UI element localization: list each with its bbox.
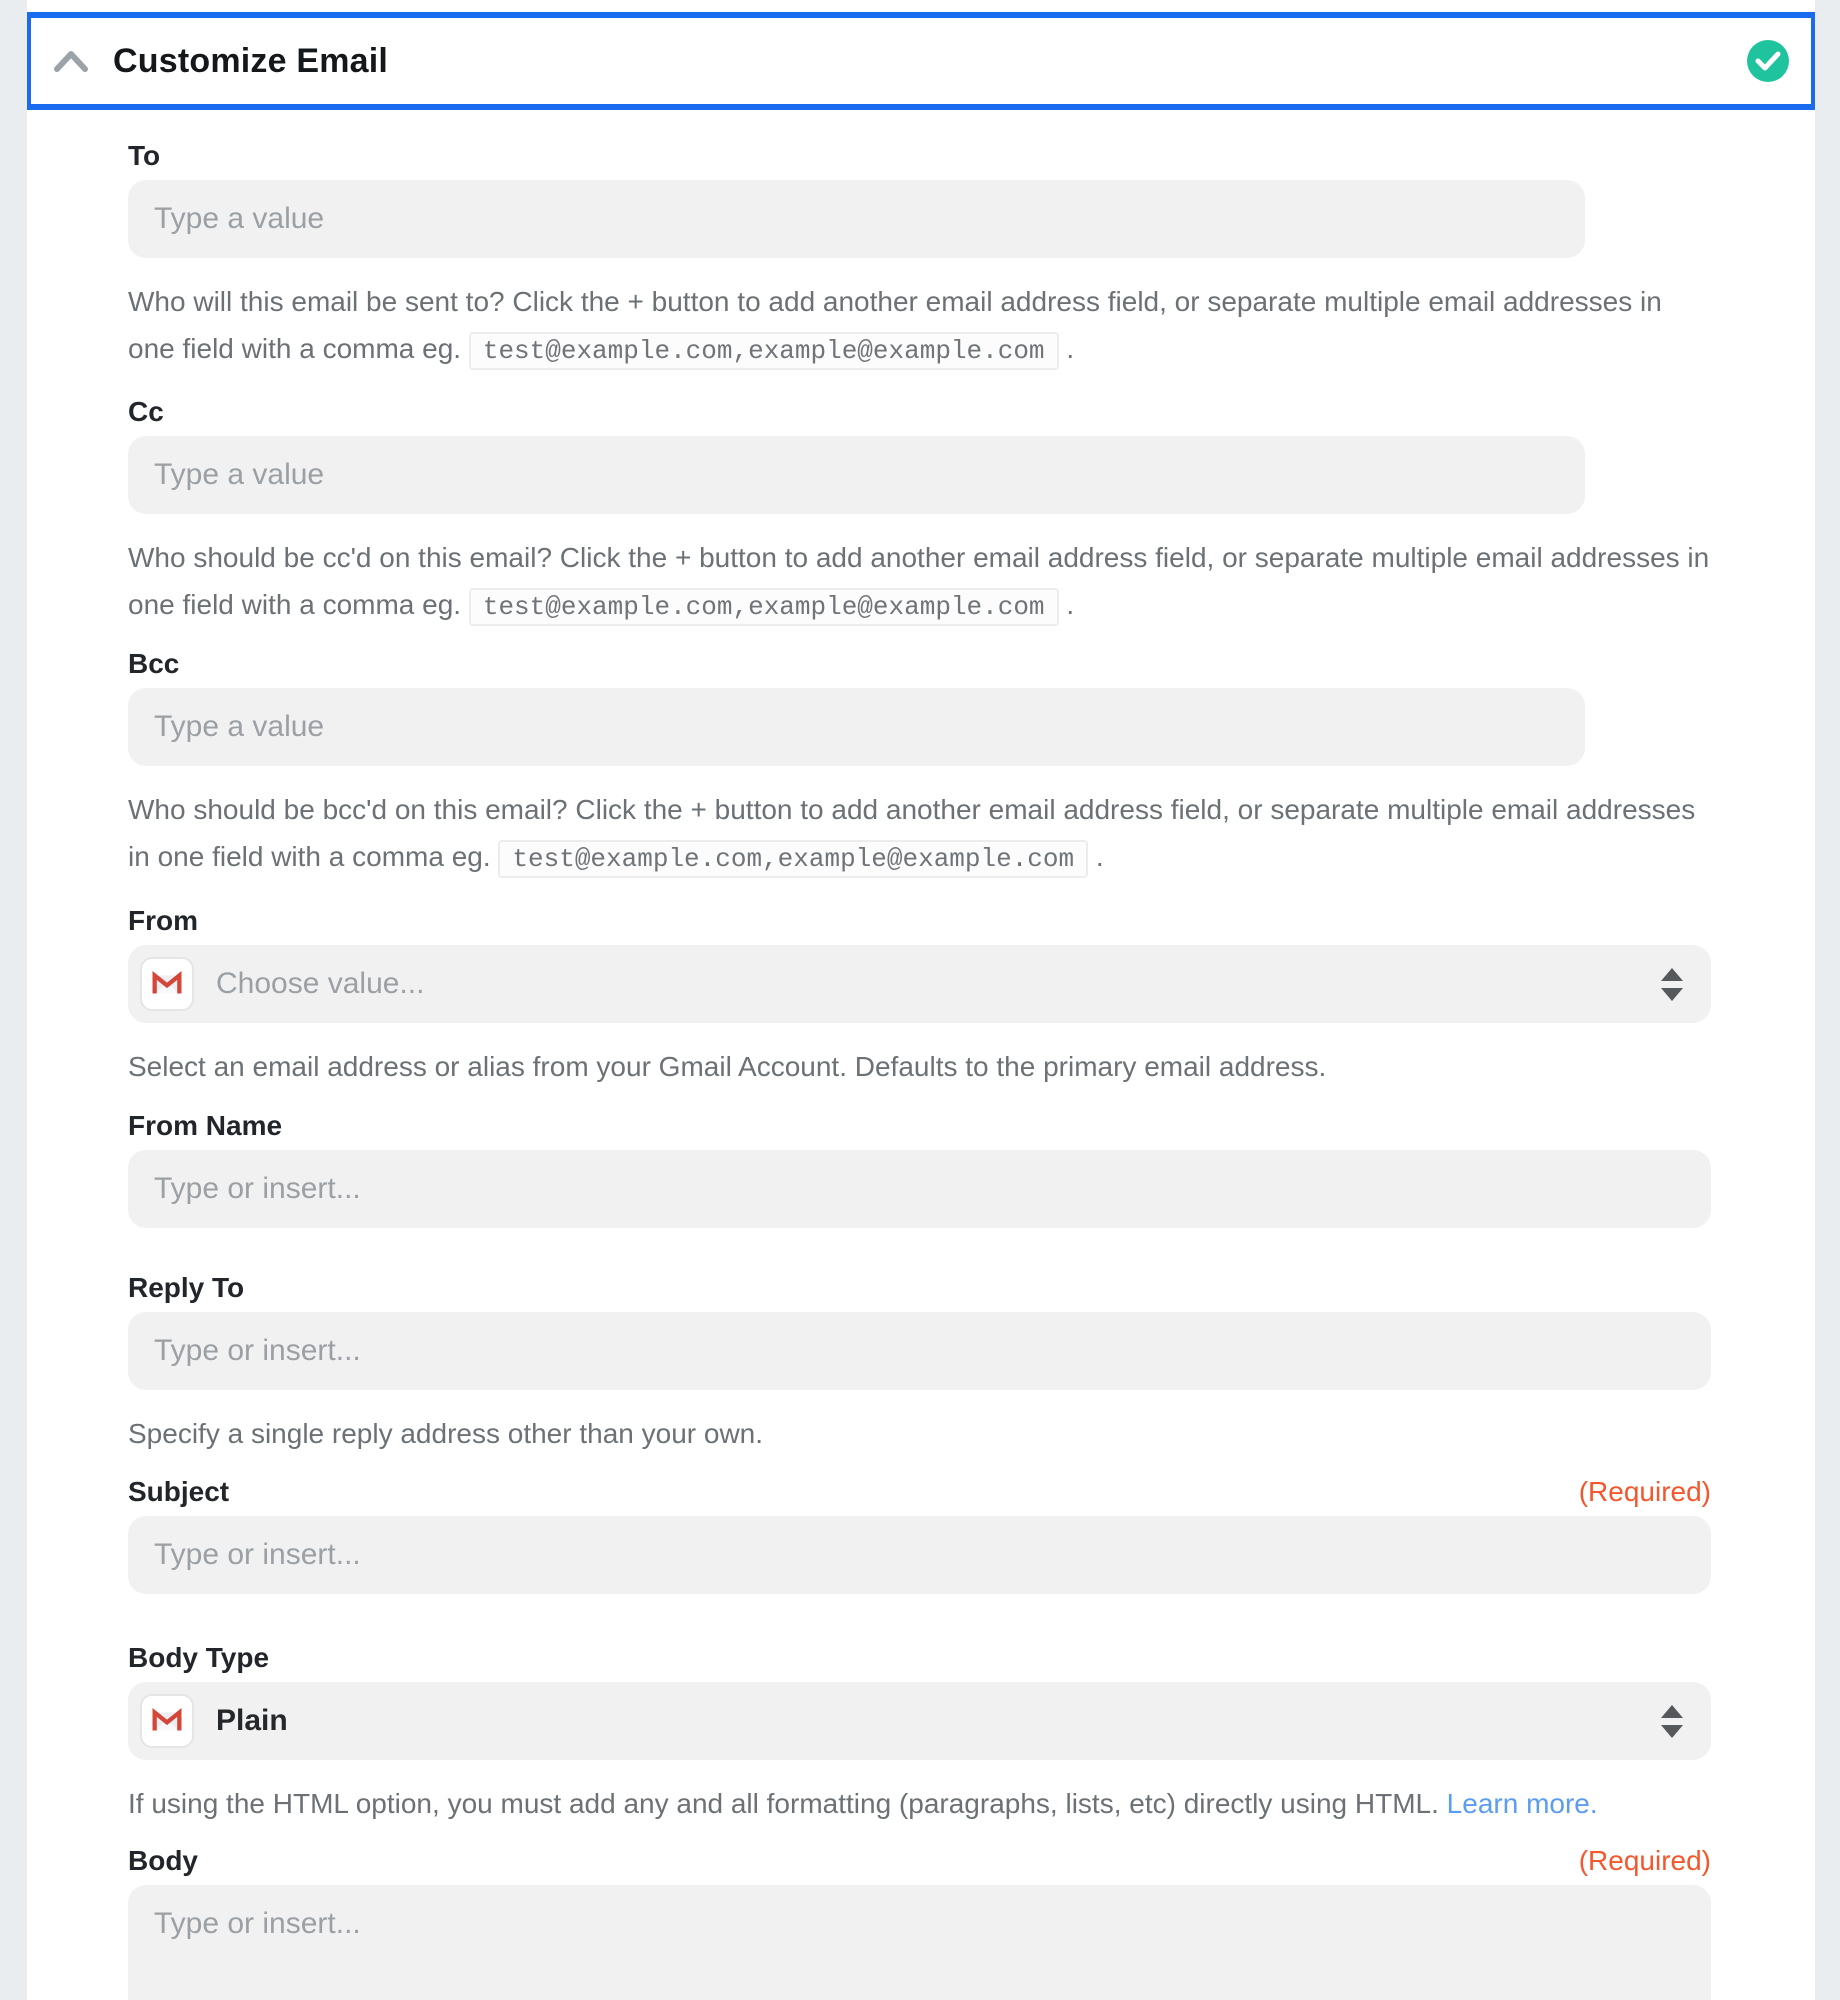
bcc-help: [128, 786, 1711, 883]
from-select-placeholder: Choose value...: [216, 967, 425, 1000]
body-type-value: Plain: [216, 1704, 288, 1737]
field-reply-to: [128, 1272, 1711, 1457]
from-label: From: [128, 905, 198, 936]
bcc-label: Bcc: [128, 648, 180, 679]
check-circle-icon: [1747, 40, 1789, 82]
section-header-customize-email[interactable]: [27, 12, 1815, 110]
to-help-after: .: [1066, 333, 1075, 364]
bcc-help-after: .: [1095, 841, 1104, 872]
field-bcc: [128, 648, 1711, 883]
from-name-label: From Name: [128, 1110, 283, 1141]
sort-arrows-icon: [1661, 1705, 1683, 1738]
body-type-label: Body Type: [128, 1642, 270, 1673]
page-title: Customize Email: [113, 41, 389, 80]
body-input[interactable]: [128, 1885, 1711, 2000]
bcc-help-text: Who should be bcc'd on this email? Click the + button to add another email address field, or separate multiple email addresses in one field with a comma eg.: [128, 794, 1696, 872]
field-subject: [128, 1476, 1711, 1594]
to-help: [128, 278, 1711, 375]
gmail-icon: [140, 1694, 194, 1748]
to-help-text: Who will this email be sent to? Click the + button to add another email address field, or separate multiple email addresses in one field with a comma eg.: [128, 286, 1662, 364]
field-from: [128, 905, 1711, 1090]
field-body-type: [128, 1642, 1711, 1827]
cc-help-after: .: [1066, 589, 1075, 620]
subject-label: Subject: [128, 1476, 230, 1507]
body-type-help-text: If using the HTML option, you must add any and all formatting (paragraphs, lists, etc) directly using HTML.: [128, 1788, 1439, 1819]
field-from-name: [128, 1110, 1711, 1228]
field-cc: [128, 396, 1711, 631]
from-name-input[interactable]: [128, 1150, 1711, 1228]
gmail-icon: [140, 957, 194, 1011]
sort-arrows-icon: [1661, 968, 1683, 1001]
to-label: To: [128, 140, 161, 171]
to-input[interactable]: [128, 180, 1585, 258]
body-type-select[interactable]: [128, 1682, 1711, 1760]
subject-input[interactable]: [128, 1516, 1711, 1594]
field-to: [128, 140, 1711, 375]
from-select[interactable]: [128, 945, 1711, 1023]
form-content: [128, 110, 1711, 2000]
field-body: [128, 1845, 1711, 2000]
bcc-input[interactable]: [128, 688, 1585, 766]
reply-to-help: Specify a single reply address other than your own.: [128, 1418, 764, 1449]
body-required-badge: (Required): [1578, 1845, 1711, 1876]
reply-to-input[interactable]: [128, 1312, 1711, 1390]
bcc-help-code: test@example.com,example@example.com: [498, 840, 1088, 878]
chevron-up-icon[interactable]: [53, 48, 89, 74]
subject-required-badge: (Required): [1578, 1476, 1711, 1507]
from-help: Select an email address or alias from your Gmail Account. Defaults to the primary email address.: [128, 1051, 1327, 1082]
body-label: Body: [128, 1845, 198, 1876]
learn-more-link[interactable]: Learn more.: [1446, 1788, 1598, 1819]
customize-email-card: [27, 0, 1815, 2000]
body-type-help: [128, 1780, 1711, 1827]
to-help-code: test@example.com,example@example.com: [469, 332, 1059, 370]
cc-help: [128, 534, 1711, 631]
cc-input[interactable]: [128, 436, 1585, 514]
cc-help-code: test@example.com,example@example.com: [469, 588, 1059, 626]
cc-label: Cc: [128, 396, 164, 427]
reply-to-label: Reply To: [128, 1272, 245, 1303]
cc-help-text: Who should be cc'd on this email? Click the + button to add another email address field, or separate multiple email addresses in one field with a comma eg.: [128, 542, 1710, 620]
